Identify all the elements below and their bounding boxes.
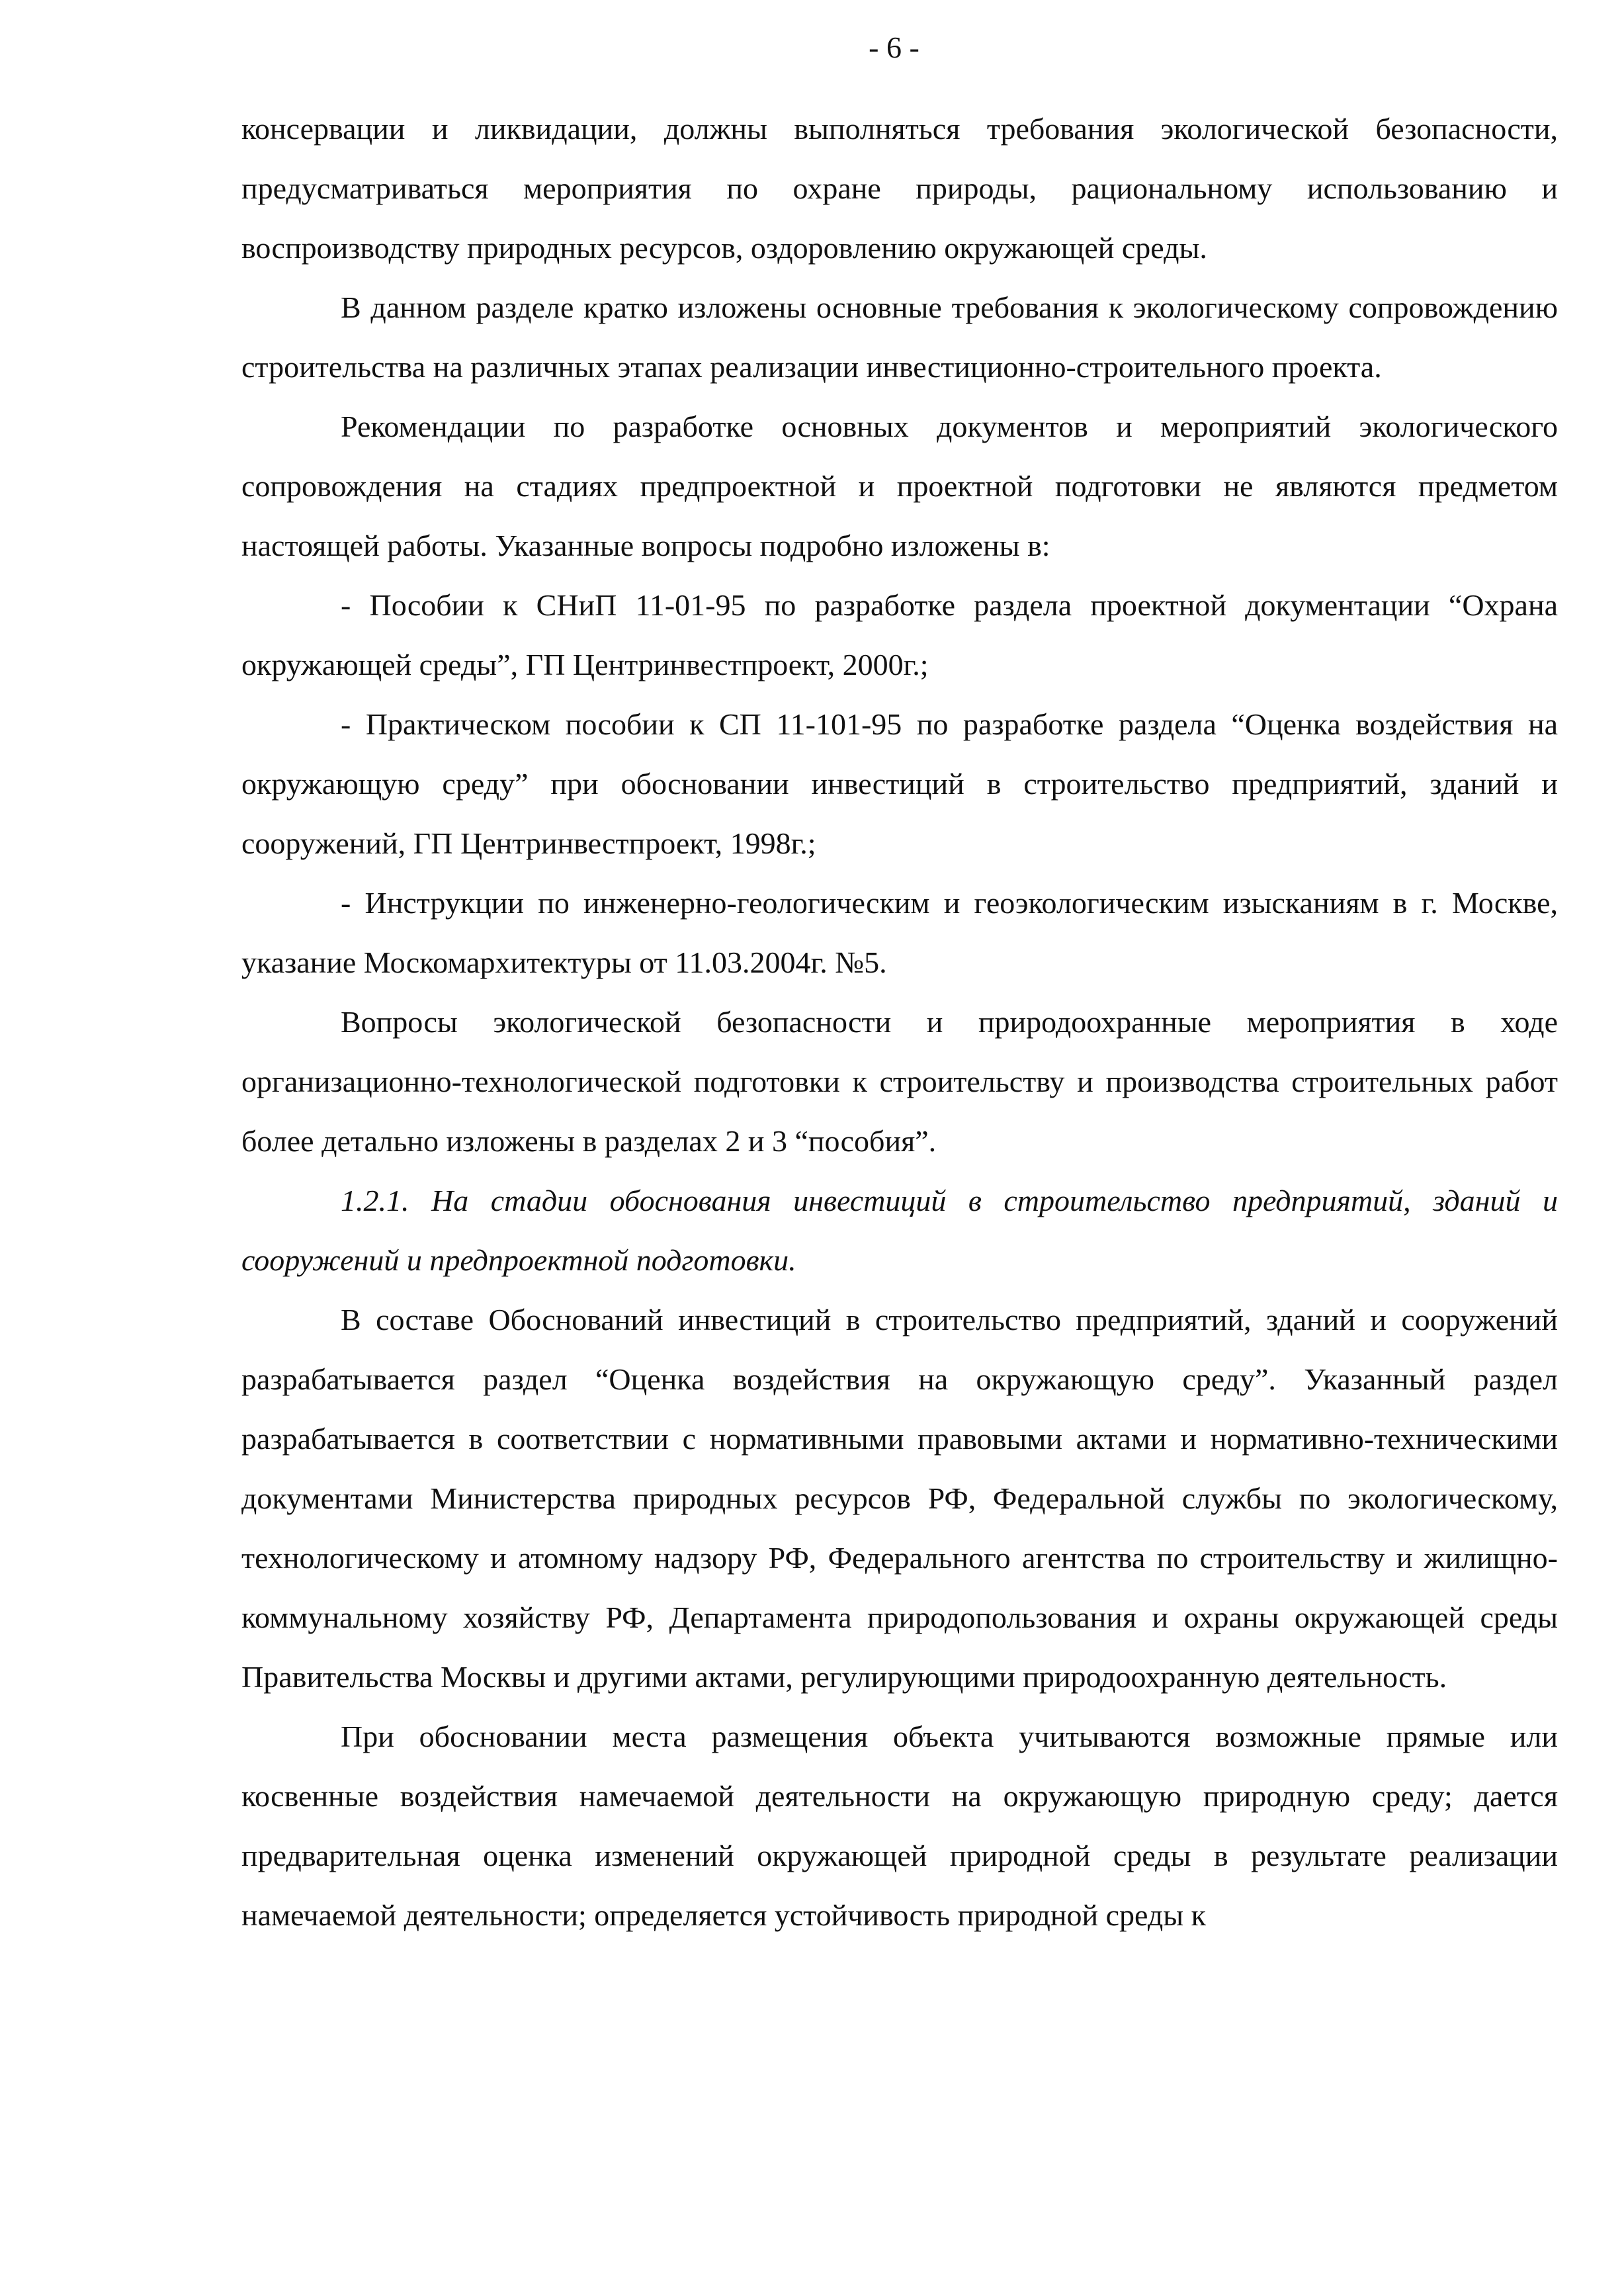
paragraph-safety-questions: Вопросы экологической безопасности и природоохранные мероприятия в ходе организационно-технологической подготовки к строительству и производства строительных работ более детально изложены в разделах 2 и 3 “пособия”. — [241, 1005, 1558, 1158]
list-item-sp-manual: - Практическом пособии к СП 11-101-95 по разработке раздела “Оценка воздействия на окружающую среду” при обосновании инвестиций в строительство предприятий, зданий и сооружений, ГП Центринвестпроект, 1998г.; — [241, 707, 1558, 860]
document-body — [241, 99, 1558, 1945]
paragraph-section-intro: В данном разделе кратко изложены основные требования к экологическому сопровождению строительства на различных этапах реализации инвестиционно-строительного проекта. — [241, 290, 1558, 384]
list-item-instruction: - Инструкции по инженерно-геологическим и геоэкологическим изысканиям в г. Москве, указание Москомархитектуры от 11.03.2004г. №5. — [241, 886, 1558, 979]
paragraph-investment-justification: В составе Обоснований инвестиций в строительство предприятий, зданий и сооружений разрабатывается раздел “Оценка воздействия на окружающую среду”. Указанный раздел разрабатывается в соответствии с нормативными правовыми актами и нормативно-техническими документами Министерства природных ресурсов РФ, Федеральной службы по экологическому, технологическому и атомному надзору РФ, Федерального агентства по строительству и жилищно-коммунальному хозяйству РФ, Департамента природопользования и охраны окружающей среды Правительства Москвы и другими актами, регулирующими природоохранную деятельность. — [241, 1303, 1558, 1694]
paragraph-site-justification: При обосновании места размещения объекта учитываются возможные прямые или косвенные воздействия намечаемой деятельности на окружающую природную среду; дается предварительная оценка изменений окружающей природной среды в результате реализации намечаемой деятельности; определяется устойчивость природной среды к — [241, 1720, 1558, 1932]
paragraph-continuation: консервации и ликвидации, должны выполняться требования экологической безопасности, предусматриваться мероприятия по охране природы, рациональному использованию и воспроизводству природных ресурсов, оздоровлению окружающей среды. — [241, 112, 1558, 265]
page-number: - 6 - — [869, 30, 919, 64]
section-heading-1-2-1: 1.2.1. На стадии обоснования инвестиций в строительство предприятий, зданий и сооружений и предпроектной подготовки. — [241, 1184, 1558, 1277]
list-item-snip-manual: - Пособии к СНиП 11-01-95 по разработке раздела проектной документации “Охрана окружающей среды”, ГП Центринвестпроект, 2000г.; — [241, 588, 1558, 681]
paragraph-recommendations: Рекомендации по разработке основных документов и мероприятий экологического сопровождения на стадиях предпроектной и проектной подготовки не являются предметом настоящей работы. Указанные вопросы подробно изложены в: — [241, 410, 1558, 562]
